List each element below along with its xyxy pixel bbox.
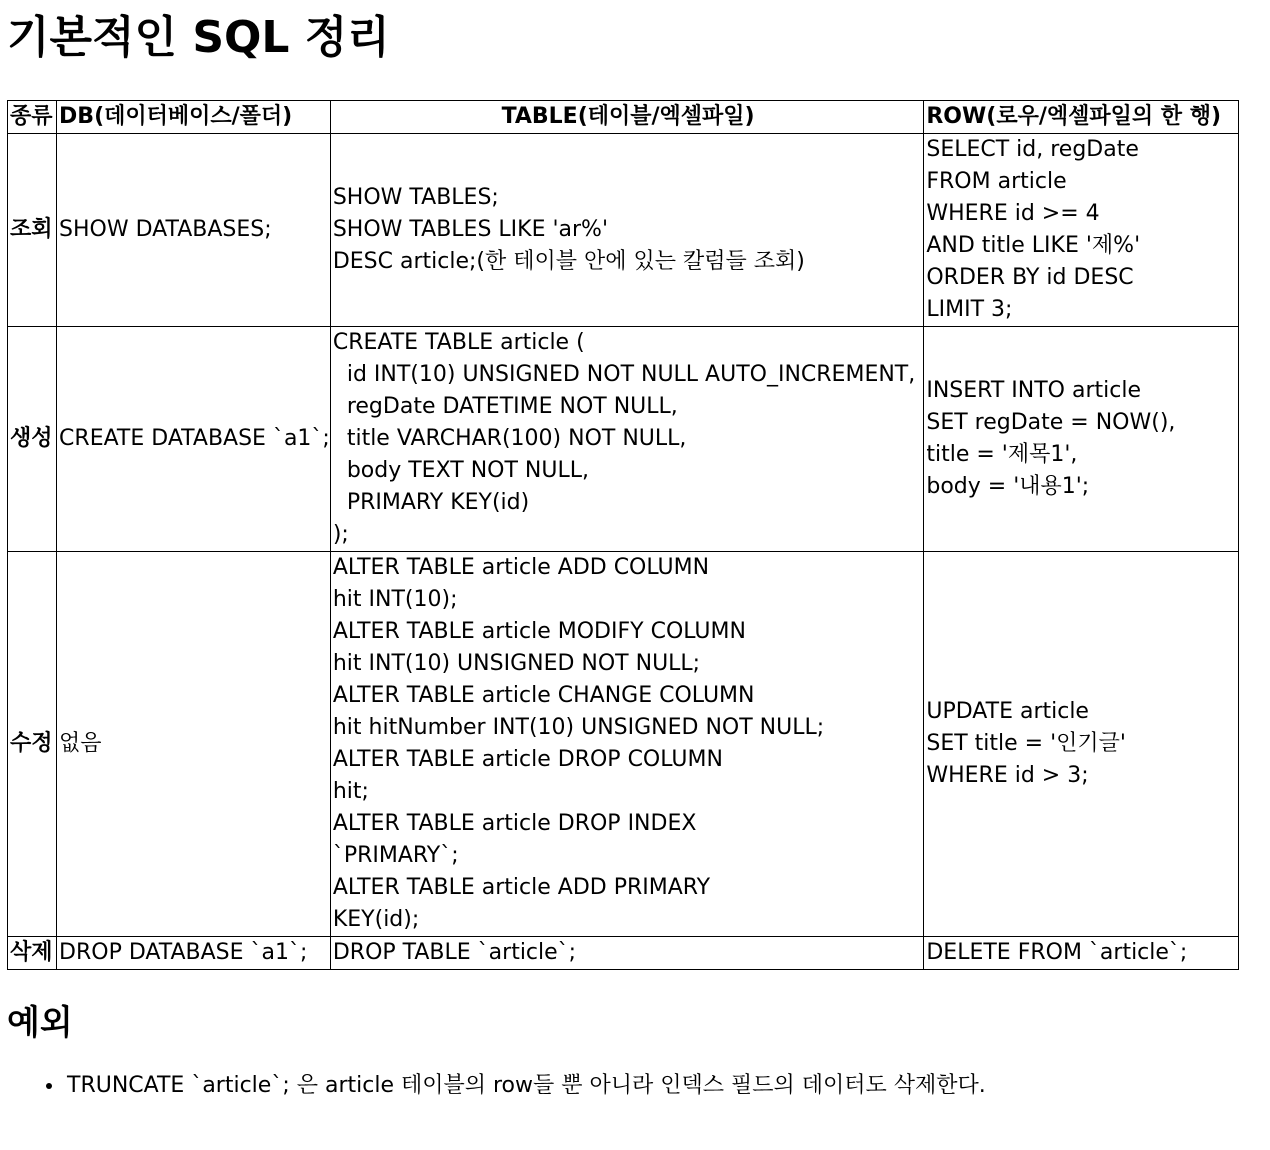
cell-kind: 조회 (8, 134, 57, 327)
header-table: TABLE(테이블/엑셀파일) (330, 101, 924, 134)
table-header-row (8, 101, 1239, 134)
header-db: DB(데이터베이스/폴더) (57, 101, 331, 134)
sql-summary-table (7, 100, 1239, 970)
cell-db: CREATE DATABASE `a1`; (57, 327, 331, 552)
cell-row: INSERT INTO article SET regDate = NOW(), title = '제목1', body = '내용1'; (924, 327, 1239, 552)
exception-list (7, 1070, 1270, 1102)
cell-table: ALTER TABLE article ADD COLUMN hit INT(10); ALTER TABLE article MODIFY COLUMN hit INT(10) UNSIGNED NOT NULL; ALTER TABLE article CHANGE COLUMN hit hitNumber INT(10) UNSIGNED NOT NULL; ALTER TABLE article DROP COLUMN hit; ALTER TABLE article DROP INDEX `PRIMARY`; ALTER TABLE article ADD PRIMARY KEY(id); (330, 552, 924, 937)
table-row-select (8, 134, 1239, 327)
cell-row: SELECT id, regDate FROM article WHERE id >= 4 AND title LIKE '제%' ORDER BY id DESC LIMIT 3; (924, 134, 1239, 327)
cell-row: DELETE FROM `article`; (924, 937, 1239, 970)
exception-heading: 예외 (7, 1003, 73, 1043)
list-item: • TRUNCATE `article`; 은 article 테이블의 row들 뿐 아니라 인덱스 필드의 데이터도 삭제한다. (65, 1070, 1270, 1102)
cell-row: UPDATE article SET title = '인기글' WHERE id > 3; (924, 552, 1239, 937)
cell-table: CREATE TABLE article ( id INT(10) UNSIGNED NOT NULL AUTO_INCREMENT, regDate DATETIME NOT NULL, title VARCHAR(100) NOT NULL, body TEXT NOT NULL, PRIMARY KEY(id) ); (330, 327, 924, 552)
header-kind: 종류 (8, 101, 57, 134)
page-title: 기본적인 SQL 정리 (7, 12, 390, 63)
cell-table: DROP TABLE `article`; (330, 937, 924, 970)
cell-kind: 수정 (8, 552, 57, 937)
cell-db: 없음 (57, 552, 331, 937)
cell-kind: 생성 (8, 327, 57, 552)
cell-kind: 삭제 (8, 937, 57, 970)
cell-db: SHOW DATABASES; (57, 134, 331, 327)
header-row: ROW(로우/엑셀파일의 한 행) (924, 101, 1239, 134)
cell-db: DROP DATABASE `a1`; (57, 937, 331, 970)
table-row-delete (8, 937, 1239, 970)
cell-table: SHOW TABLES; SHOW TABLES LIKE 'ar%' DESC article;(한 테이블 안에 있는 칼럼들 조회) (330, 134, 924, 327)
table-row-create (8, 327, 1239, 552)
table-row-update (8, 552, 1239, 937)
